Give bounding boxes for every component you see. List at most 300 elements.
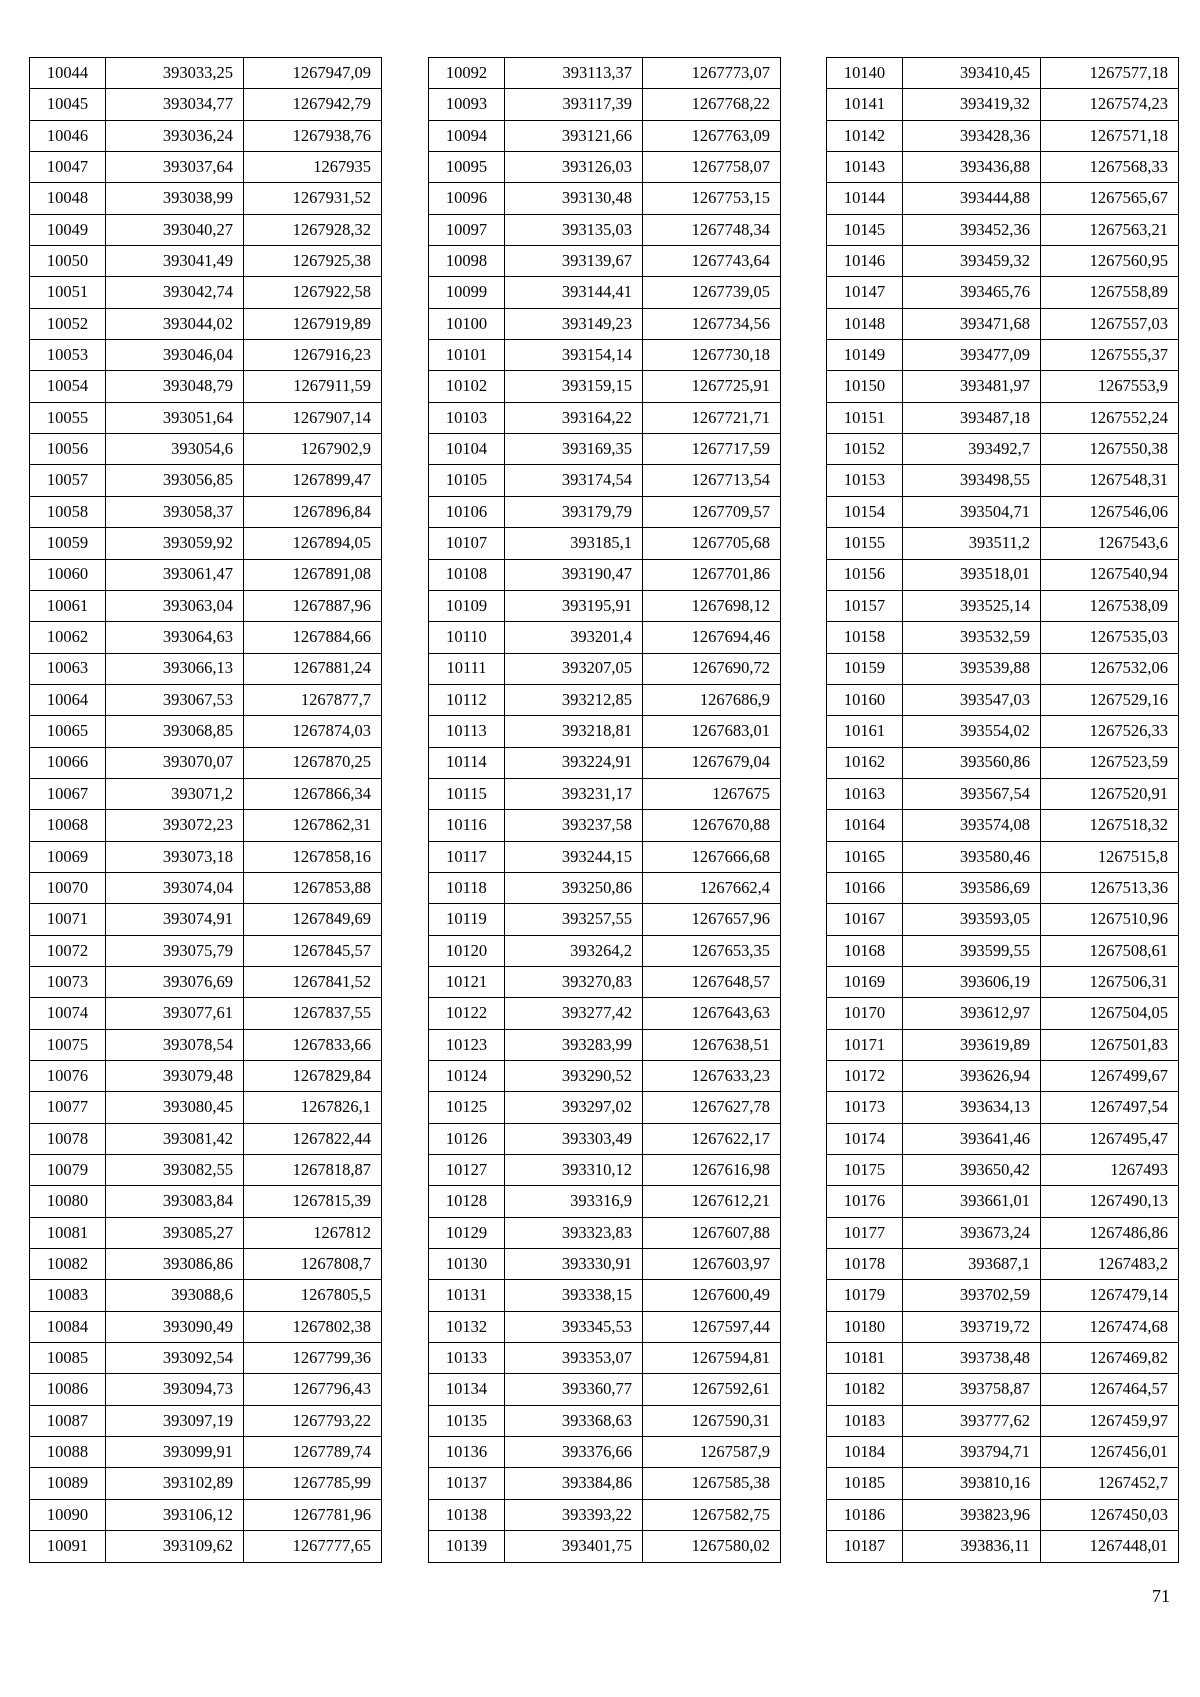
- point-id-cell: 10071: [30, 904, 106, 935]
- x-coordinate-cell: 393477,09: [903, 340, 1041, 371]
- table-row: [30, 58, 382, 89]
- table-row: [429, 1311, 781, 1342]
- point-id-cell: 10156: [827, 559, 903, 590]
- y-coordinate-cell: 1267853,88: [244, 872, 382, 903]
- point-id-cell: 10119: [429, 904, 505, 935]
- point-id-cell: 10167: [827, 904, 903, 935]
- point-id-cell: 10157: [827, 590, 903, 621]
- x-coordinate-cell: 393290,52: [505, 1061, 643, 1092]
- y-coordinate-cell: 1267931,52: [244, 183, 382, 214]
- coordinates-table-body: [30, 58, 382, 1563]
- y-coordinate-cell: 1267884,66: [244, 622, 382, 653]
- table-row: [827, 214, 1179, 245]
- x-coordinate-cell: 393606,19: [903, 966, 1041, 997]
- y-coordinate-cell: 1267508,61: [1041, 935, 1179, 966]
- point-id-cell: 10044: [30, 58, 106, 89]
- table-row: [827, 1405, 1179, 1436]
- y-coordinate-cell: 1267841,52: [244, 966, 382, 997]
- x-coordinate-cell: 393560,86: [903, 747, 1041, 778]
- x-coordinate-cell: 393504,71: [903, 496, 1041, 527]
- y-coordinate-cell: 1267523,59: [1041, 747, 1179, 778]
- table-row: [827, 434, 1179, 465]
- point-id-cell: 10052: [30, 308, 106, 339]
- x-coordinate-cell: 393130,48: [505, 183, 643, 214]
- table-row: [827, 747, 1179, 778]
- x-coordinate-cell: 393758,87: [903, 1374, 1041, 1405]
- table-row: [429, 1468, 781, 1499]
- point-id-cell: 10153: [827, 465, 903, 496]
- x-coordinate-cell: 393634,13: [903, 1092, 1041, 1123]
- point-id-cell: 10103: [429, 402, 505, 433]
- x-coordinate-cell: 393599,55: [903, 935, 1041, 966]
- point-id-cell: 10064: [30, 684, 106, 715]
- y-coordinate-cell: 1267705,68: [643, 528, 781, 559]
- x-coordinate-cell: 393088,6: [106, 1280, 244, 1311]
- table-row: [827, 1123, 1179, 1154]
- point-id-cell: 10075: [30, 1029, 106, 1060]
- point-id-cell: 10125: [429, 1092, 505, 1123]
- point-id-cell: 10137: [429, 1468, 505, 1499]
- point-id-cell: 10181: [827, 1343, 903, 1374]
- x-coordinate-cell: 393073,18: [106, 841, 244, 872]
- point-id-cell: 10087: [30, 1405, 106, 1436]
- x-coordinate-cell: 393072,23: [106, 810, 244, 841]
- x-coordinate-cell: 393465,76: [903, 277, 1041, 308]
- x-coordinate-cell: 393297,02: [505, 1092, 643, 1123]
- x-coordinate-cell: 393459,32: [903, 246, 1041, 277]
- table-row: [429, 371, 781, 402]
- y-coordinate-cell: 1267580,02: [643, 1531, 781, 1562]
- y-coordinate-cell: 1267499,67: [1041, 1061, 1179, 1092]
- x-coordinate-cell: 393353,07: [505, 1343, 643, 1374]
- y-coordinate-cell: 1267582,75: [643, 1499, 781, 1530]
- y-coordinate-cell: 1267469,82: [1041, 1343, 1179, 1374]
- table-row: [30, 496, 382, 527]
- x-coordinate-cell: 393126,03: [505, 152, 643, 183]
- x-coordinate-cell: 393082,55: [106, 1155, 244, 1186]
- table-row: [429, 1343, 781, 1374]
- x-coordinate-cell: 393492,7: [903, 434, 1041, 465]
- y-coordinate-cell: 1267483,2: [1041, 1249, 1179, 1280]
- x-coordinate-cell: 393080,45: [106, 1092, 244, 1123]
- point-id-cell: 10130: [429, 1249, 505, 1280]
- y-coordinate-cell: 1267866,34: [244, 778, 382, 809]
- y-coordinate-cell: 1267899,47: [244, 465, 382, 496]
- y-coordinate-cell: 1267805,5: [244, 1280, 382, 1311]
- y-coordinate-cell: 1267768,22: [643, 89, 781, 120]
- y-coordinate-cell: 1267577,18: [1041, 58, 1179, 89]
- point-id-cell: 10081: [30, 1217, 106, 1248]
- point-id-cell: 10117: [429, 841, 505, 872]
- point-id-cell: 10070: [30, 872, 106, 903]
- table-row: [30, 1311, 382, 1342]
- table-row: [429, 935, 781, 966]
- x-coordinate-cell: 393428,36: [903, 120, 1041, 151]
- y-coordinate-cell: 1267452,7: [1041, 1468, 1179, 1499]
- point-id-cell: 10091: [30, 1531, 106, 1562]
- table-row: [429, 89, 781, 120]
- table-row: [429, 434, 781, 465]
- y-coordinate-cell: 1267874,03: [244, 716, 382, 747]
- y-coordinate-cell: 1267459,97: [1041, 1405, 1179, 1436]
- table-row: [30, 684, 382, 715]
- point-id-cell: 10094: [429, 120, 505, 151]
- y-coordinate-cell: 1267590,31: [643, 1405, 781, 1436]
- point-id-cell: 10124: [429, 1061, 505, 1092]
- point-id-cell: 10183: [827, 1405, 903, 1436]
- y-coordinate-cell: 1267587,9: [643, 1437, 781, 1468]
- y-coordinate-cell: 1267679,04: [643, 747, 781, 778]
- point-id-cell: 10072: [30, 935, 106, 966]
- x-coordinate-cell: 393078,54: [106, 1029, 244, 1060]
- y-coordinate-cell: 1267907,14: [244, 402, 382, 433]
- x-coordinate-cell: 393061,47: [106, 559, 244, 590]
- point-id-cell: 10080: [30, 1186, 106, 1217]
- x-coordinate-cell: 393345,53: [505, 1311, 643, 1342]
- y-coordinate-cell: 1267535,03: [1041, 622, 1179, 653]
- point-id-cell: 10160: [827, 684, 903, 715]
- point-id-cell: 10067: [30, 778, 106, 809]
- point-id-cell: 10074: [30, 998, 106, 1029]
- point-id-cell: 10165: [827, 841, 903, 872]
- table-row: [30, 1468, 382, 1499]
- x-coordinate-cell: 393547,03: [903, 684, 1041, 715]
- point-id-cell: 10159: [827, 653, 903, 684]
- table-row: [429, 528, 781, 559]
- table-row: [827, 1374, 1179, 1405]
- x-coordinate-cell: 393511,2: [903, 528, 1041, 559]
- table-row: [429, 1092, 781, 1123]
- x-coordinate-cell: 393121,66: [505, 120, 643, 151]
- y-coordinate-cell: 1267493: [1041, 1155, 1179, 1186]
- y-coordinate-cell: 1267675: [643, 778, 781, 809]
- x-coordinate-cell: 393777,62: [903, 1405, 1041, 1436]
- table-row: [30, 277, 382, 308]
- point-id-cell: 10158: [827, 622, 903, 653]
- point-id-cell: 10127: [429, 1155, 505, 1186]
- table-row: [429, 340, 781, 371]
- y-coordinate-cell: 1267730,18: [643, 340, 781, 371]
- point-id-cell: 10093: [429, 89, 505, 120]
- y-coordinate-cell: 1267627,78: [643, 1092, 781, 1123]
- table-row: [30, 716, 382, 747]
- point-id-cell: 10145: [827, 214, 903, 245]
- x-coordinate-cell: 393593,05: [903, 904, 1041, 935]
- y-coordinate-cell: 1267911,59: [244, 371, 382, 402]
- point-id-cell: 10142: [827, 120, 903, 151]
- y-coordinate-cell: 1267546,06: [1041, 496, 1179, 527]
- y-coordinate-cell: 1267822,44: [244, 1123, 382, 1154]
- y-coordinate-cell: 1267548,31: [1041, 465, 1179, 496]
- point-id-cell: 10062: [30, 622, 106, 653]
- y-coordinate-cell: 1267597,44: [643, 1311, 781, 1342]
- x-coordinate-cell: 393099,91: [106, 1437, 244, 1468]
- y-coordinate-cell: 1267568,33: [1041, 152, 1179, 183]
- point-id-cell: 10057: [30, 465, 106, 496]
- table-row: [429, 1061, 781, 1092]
- y-coordinate-cell: 1267701,86: [643, 559, 781, 590]
- point-id-cell: 10059: [30, 528, 106, 559]
- point-id-cell: 10100: [429, 308, 505, 339]
- x-coordinate-cell: 393113,37: [505, 58, 643, 89]
- x-coordinate-cell: 393471,68: [903, 308, 1041, 339]
- table-row: [827, 810, 1179, 841]
- x-coordinate-cell: 393338,15: [505, 1280, 643, 1311]
- table-row: [30, 434, 382, 465]
- point-id-cell: 10179: [827, 1280, 903, 1311]
- table-row: [827, 402, 1179, 433]
- table-row: [30, 528, 382, 559]
- table-row: [30, 1155, 382, 1186]
- point-id-cell: 10184: [827, 1437, 903, 1468]
- point-id-cell: 10110: [429, 622, 505, 653]
- x-coordinate-cell: 393201,4: [505, 622, 643, 653]
- table-row: [30, 841, 382, 872]
- y-coordinate-cell: 1267560,95: [1041, 246, 1179, 277]
- y-coordinate-cell: 1267486,86: [1041, 1217, 1179, 1248]
- table-row: [30, 1123, 382, 1154]
- page-number: 71: [1152, 1586, 1170, 1606]
- table-row: [30, 1437, 382, 1468]
- x-coordinate-cell: 393038,99: [106, 183, 244, 214]
- table-row: [827, 1311, 1179, 1342]
- table-row: [827, 340, 1179, 371]
- y-coordinate-cell: 1267743,64: [643, 246, 781, 277]
- x-coordinate-cell: 393244,15: [505, 841, 643, 872]
- table-row: [429, 622, 781, 653]
- y-coordinate-cell: 1267571,18: [1041, 120, 1179, 151]
- point-id-cell: 10054: [30, 371, 106, 402]
- table-row: [429, 1155, 781, 1186]
- x-coordinate-cell: 393384,86: [505, 1468, 643, 1499]
- y-coordinate-cell: 1267690,72: [643, 653, 781, 684]
- point-id-cell: 10102: [429, 371, 505, 402]
- point-id-cell: 10154: [827, 496, 903, 527]
- x-coordinate-cell: 393159,15: [505, 371, 643, 402]
- coordinates-table-1: [29, 57, 382, 1563]
- x-coordinate-cell: 393532,59: [903, 622, 1041, 653]
- y-coordinate-cell: 1267793,22: [244, 1405, 382, 1436]
- point-id-cell: 10144: [827, 183, 903, 214]
- x-coordinate-cell: 393567,54: [903, 778, 1041, 809]
- y-coordinate-cell: 1267894,05: [244, 528, 382, 559]
- x-coordinate-cell: 393619,89: [903, 1029, 1041, 1060]
- x-coordinate-cell: 393179,79: [505, 496, 643, 527]
- table-row: [827, 841, 1179, 872]
- table-row: [827, 1468, 1179, 1499]
- x-coordinate-cell: 393487,18: [903, 402, 1041, 433]
- x-coordinate-cell: 393081,42: [106, 1123, 244, 1154]
- point-id-cell: 10090: [30, 1499, 106, 1530]
- y-coordinate-cell: 1267748,34: [643, 214, 781, 245]
- table-row: [827, 465, 1179, 496]
- y-coordinate-cell: 1267657,96: [643, 904, 781, 935]
- point-id-cell: 10151: [827, 402, 903, 433]
- point-id-cell: 10172: [827, 1061, 903, 1092]
- point-id-cell: 10112: [429, 684, 505, 715]
- table-row: [30, 1280, 382, 1311]
- y-coordinate-cell: 1267925,38: [244, 246, 382, 277]
- point-id-cell: 10104: [429, 434, 505, 465]
- y-coordinate-cell: 1267612,21: [643, 1186, 781, 1217]
- y-coordinate-cell: 1267837,55: [244, 998, 382, 1029]
- point-id-cell: 10060: [30, 559, 106, 590]
- point-id-cell: 10121: [429, 966, 505, 997]
- table-row: [827, 653, 1179, 684]
- y-coordinate-cell: 1267686,9: [643, 684, 781, 715]
- table-row: [30, 1249, 382, 1280]
- point-id-cell: 10120: [429, 935, 505, 966]
- point-id-cell: 10169: [827, 966, 903, 997]
- table-row: [30, 465, 382, 496]
- x-coordinate-cell: 393368,63: [505, 1405, 643, 1436]
- y-coordinate-cell: 1267796,43: [244, 1374, 382, 1405]
- point-id-cell: 10107: [429, 528, 505, 559]
- y-coordinate-cell: 1267734,56: [643, 308, 781, 339]
- point-id-cell: 10058: [30, 496, 106, 527]
- y-coordinate-cell: 1267526,33: [1041, 716, 1179, 747]
- table-row: [827, 120, 1179, 151]
- x-coordinate-cell: 393419,32: [903, 89, 1041, 120]
- y-coordinate-cell: 1267721,71: [643, 402, 781, 433]
- table-row: [429, 152, 781, 183]
- y-coordinate-cell: 1267785,99: [244, 1468, 382, 1499]
- y-coordinate-cell: 1267789,74: [244, 1437, 382, 1468]
- table-row: [429, 1374, 781, 1405]
- point-id-cell: 10146: [827, 246, 903, 277]
- x-coordinate-cell: 393264,2: [505, 935, 643, 966]
- x-coordinate-cell: 393144,41: [505, 277, 643, 308]
- table-row: [30, 402, 382, 433]
- table-row: [429, 1217, 781, 1248]
- x-coordinate-cell: 393036,24: [106, 120, 244, 151]
- x-coordinate-cell: 393033,25: [106, 58, 244, 89]
- table-row: [827, 622, 1179, 653]
- table-row: [429, 1437, 781, 1468]
- point-id-cell: 10108: [429, 559, 505, 590]
- table-row: [30, 1374, 382, 1405]
- table-row: [429, 747, 781, 778]
- x-coordinate-cell: 393090,49: [106, 1311, 244, 1342]
- x-coordinate-cell: 393554,02: [903, 716, 1041, 747]
- point-id-cell: 10076: [30, 1061, 106, 1092]
- y-coordinate-cell: 1267683,01: [643, 716, 781, 747]
- table-row: [429, 308, 781, 339]
- table-row: [30, 998, 382, 1029]
- y-coordinate-cell: 1267538,09: [1041, 590, 1179, 621]
- y-coordinate-cell: 1267600,49: [643, 1280, 781, 1311]
- x-coordinate-cell: 393059,92: [106, 528, 244, 559]
- point-id-cell: 10164: [827, 810, 903, 841]
- table-row: [827, 89, 1179, 120]
- x-coordinate-cell: 393738,48: [903, 1343, 1041, 1374]
- point-id-cell: 10053: [30, 340, 106, 371]
- table-row: [827, 1092, 1179, 1123]
- y-coordinate-cell: 1267594,81: [643, 1343, 781, 1374]
- y-coordinate-cell: 1267758,07: [643, 152, 781, 183]
- y-coordinate-cell: 1267603,97: [643, 1249, 781, 1280]
- point-id-cell: 10178: [827, 1249, 903, 1280]
- point-id-cell: 10170: [827, 998, 903, 1029]
- table-row: [429, 559, 781, 590]
- y-coordinate-cell: 1267513,36: [1041, 872, 1179, 903]
- table-row: [30, 1499, 382, 1530]
- point-id-cell: 10135: [429, 1405, 505, 1436]
- table-row: [429, 1186, 781, 1217]
- table-row: [429, 1280, 781, 1311]
- y-coordinate-cell: 1267643,63: [643, 998, 781, 1029]
- y-coordinate-cell: 1267464,57: [1041, 1374, 1179, 1405]
- table-row: [827, 1217, 1179, 1248]
- x-coordinate-cell: 393044,02: [106, 308, 244, 339]
- y-coordinate-cell: 1267653,35: [643, 935, 781, 966]
- point-id-cell: 10084: [30, 1311, 106, 1342]
- table-row: [30, 810, 382, 841]
- x-coordinate-cell: 393316,9: [505, 1186, 643, 1217]
- point-id-cell: 10083: [30, 1280, 106, 1311]
- x-coordinate-cell: 393068,85: [106, 716, 244, 747]
- y-coordinate-cell: 1267881,24: [244, 653, 382, 684]
- x-coordinate-cell: 393823,96: [903, 1499, 1041, 1530]
- y-coordinate-cell: 1267753,15: [643, 183, 781, 214]
- point-id-cell: 10177: [827, 1217, 903, 1248]
- point-id-cell: 10171: [827, 1029, 903, 1060]
- x-coordinate-cell: 393046,04: [106, 340, 244, 371]
- y-coordinate-cell: 1267607,88: [643, 1217, 781, 1248]
- x-coordinate-cell: 393185,1: [505, 528, 643, 559]
- table-row: [827, 496, 1179, 527]
- x-coordinate-cell: 393117,39: [505, 89, 643, 120]
- x-coordinate-cell: 393498,55: [903, 465, 1041, 496]
- coordinates-table-body: [827, 58, 1179, 1563]
- coordinates-table-body: [429, 58, 781, 1563]
- table-row: [429, 1029, 781, 1060]
- y-coordinate-cell: 1267450,03: [1041, 1499, 1179, 1530]
- point-id-cell: 10085: [30, 1343, 106, 1374]
- table-row: [429, 214, 781, 245]
- table-row: [30, 308, 382, 339]
- y-coordinate-cell: 1267938,76: [244, 120, 382, 151]
- y-coordinate-cell: 1267518,32: [1041, 810, 1179, 841]
- x-coordinate-cell: 393106,12: [106, 1499, 244, 1530]
- x-coordinate-cell: 393257,55: [505, 904, 643, 935]
- y-coordinate-cell: 1267585,38: [643, 1468, 781, 1499]
- table-row: [429, 465, 781, 496]
- point-id-cell: 10187: [827, 1531, 903, 1562]
- table-row: [827, 308, 1179, 339]
- x-coordinate-cell: 393376,66: [505, 1437, 643, 1468]
- coordinates-table-3: [826, 57, 1179, 1563]
- point-id-cell: 10106: [429, 496, 505, 527]
- x-coordinate-cell: 393207,05: [505, 653, 643, 684]
- y-coordinate-cell: 1267592,61: [643, 1374, 781, 1405]
- x-coordinate-cell: 393083,84: [106, 1186, 244, 1217]
- point-id-cell: 10045: [30, 89, 106, 120]
- x-coordinate-cell: 393303,49: [505, 1123, 643, 1154]
- y-coordinate-cell: 1267891,08: [244, 559, 382, 590]
- table-row: [30, 966, 382, 997]
- y-coordinate-cell: 1267510,96: [1041, 904, 1179, 935]
- table-row: [827, 1155, 1179, 1186]
- y-coordinate-cell: 1267942,79: [244, 89, 382, 120]
- y-coordinate-cell: 1267845,57: [244, 935, 382, 966]
- table-row: [827, 1531, 1179, 1562]
- point-id-cell: 10174: [827, 1123, 903, 1154]
- x-coordinate-cell: 393054,6: [106, 434, 244, 465]
- x-coordinate-cell: 393092,54: [106, 1343, 244, 1374]
- x-coordinate-cell: 393586,69: [903, 872, 1041, 903]
- x-coordinate-cell: 393224,91: [505, 747, 643, 778]
